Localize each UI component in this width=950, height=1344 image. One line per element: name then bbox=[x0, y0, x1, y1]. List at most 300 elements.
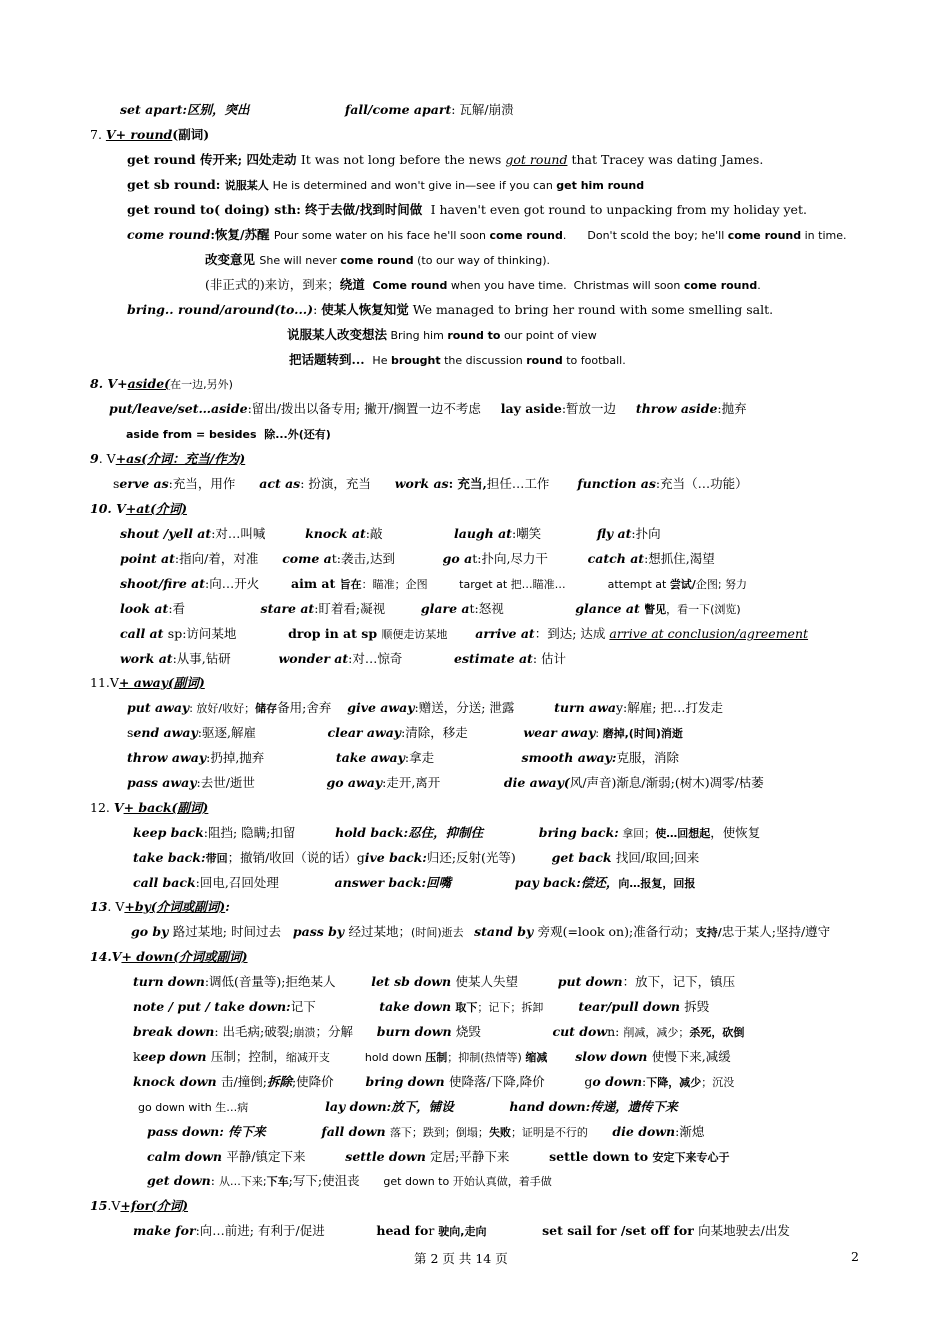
text-segment: He is determined and won't give in—see if you can bbox=[272, 179, 557, 192]
text-segment: : bbox=[313, 302, 322, 317]
text-line bbox=[109, 400, 747, 418]
text-segment: :向…开火 bbox=[205, 576, 291, 591]
text-line bbox=[133, 1073, 734, 1092]
text-segment: 忍住，抑制住 bbox=[408, 825, 484, 840]
text-segment: :看 bbox=[168, 601, 261, 616]
text-segment: 驶向,走向 bbox=[438, 1225, 487, 1238]
text-segment: ;使降价 bbox=[291, 1074, 366, 1089]
text-segment: ；记下；拆卸 bbox=[477, 1001, 579, 1014]
text-line bbox=[120, 101, 514, 119]
text-segment: aside from = besides 除...外(还有) bbox=[126, 428, 331, 441]
text-segment: 记下 bbox=[290, 999, 380, 1014]
text-segment: 偿还， bbox=[580, 875, 619, 890]
text-segment: hand down: bbox=[509, 1099, 591, 1114]
text-segment: 平静/镇定下来 bbox=[226, 1149, 346, 1164]
text-segment: go a bbox=[442, 551, 473, 566]
text-segment: ：放下，记下，镇压 bbox=[622, 974, 736, 989]
text-segment: get him round bbox=[556, 179, 645, 192]
text-segment: hold down bbox=[364, 1051, 426, 1064]
text-line bbox=[127, 176, 644, 195]
text-segment: attempt at bbox=[607, 578, 670, 591]
text-line bbox=[205, 251, 550, 270]
text-segment: : 出毛病;破裂; bbox=[214, 1024, 294, 1039]
text-segment: round bbox=[526, 354, 563, 367]
text-line bbox=[127, 774, 764, 792]
text-segment: o down bbox=[592, 1074, 643, 1089]
text-segment: come round bbox=[683, 279, 758, 292]
text-segment: 失败 bbox=[488, 1126, 511, 1139]
text-segment: pass away bbox=[127, 775, 197, 790]
text-segment: fly at bbox=[596, 526, 632, 541]
text-segment: 削减，减少； bbox=[623, 1026, 690, 1039]
text-segment: 使…回想起 bbox=[655, 827, 711, 840]
text-segment: y:解雇; 把…打发走 bbox=[616, 700, 723, 715]
text-segment: :扑向 bbox=[631, 526, 661, 541]
text-segment: round to bbox=[447, 329, 501, 342]
text-segment: + back(副词) bbox=[123, 800, 209, 815]
text-segment: put/leave/set…aside bbox=[109, 401, 248, 416]
text-segment: ive back: bbox=[364, 850, 427, 865]
text-line bbox=[289, 351, 626, 370]
text-segment: 落下；跌到；倒塌； bbox=[389, 1126, 489, 1139]
text-segment: :嘲笑 bbox=[511, 526, 597, 541]
text-segment: 压制 bbox=[425, 1051, 448, 1064]
text-segment: make for bbox=[133, 1223, 196, 1238]
text-line bbox=[138, 1098, 678, 1117]
text-segment: 瞥见 bbox=[644, 603, 667, 616]
text-segment: (副词) bbox=[172, 127, 210, 142]
text-segment: ，使恢复 bbox=[710, 825, 761, 840]
text-segment: :对…叫喊 bbox=[211, 526, 306, 541]
text-segment: turn awa bbox=[554, 700, 616, 715]
text-line bbox=[133, 1222, 790, 1241]
text-line bbox=[90, 898, 230, 916]
text-segment: : 放好/收好； bbox=[189, 702, 256, 715]
text-segment: 崩溃 bbox=[293, 1026, 316, 1039]
text-segment: get sb round: bbox=[127, 177, 225, 192]
text-segment: get round to( doing) sth: 终于去做/找到时间做 bbox=[127, 202, 427, 217]
text-segment: 磨掉,(时间)消逝 bbox=[602, 727, 683, 740]
text-line bbox=[133, 973, 735, 991]
text-segment: :赠送，分送; 泄露 bbox=[414, 700, 555, 715]
text-segment: : bbox=[210, 1173, 219, 1188]
text-segment: 使某人失望 bbox=[455, 974, 558, 989]
text-segment: k bbox=[133, 1049, 141, 1064]
text-segment: fall/come apart bbox=[344, 102, 452, 117]
text-segment: lay aside bbox=[500, 401, 562, 416]
text-line bbox=[131, 923, 830, 942]
text-segment: 绕道 bbox=[339, 277, 365, 292]
text-line bbox=[127, 749, 679, 767]
text-line bbox=[127, 724, 683, 743]
text-segment: 下车 bbox=[266, 1175, 289, 1188]
text-segment: get down to bbox=[383, 1175, 453, 1188]
text-segment: 取下 bbox=[455, 1001, 478, 1014]
text-segment: set sail for /set off for bbox=[542, 1223, 699, 1238]
text-segment: :抛弃 bbox=[717, 401, 747, 416]
text-segment: 9 bbox=[90, 451, 99, 466]
text-segment: 克服，消除 bbox=[616, 750, 680, 765]
text-line bbox=[133, 1023, 744, 1042]
text-segment bbox=[447, 626, 475, 641]
text-segment: knock down bbox=[133, 1074, 221, 1089]
text-segment: let sb down bbox=[371, 974, 456, 989]
text-segment: 13 bbox=[90, 899, 108, 914]
text-segment: 归还;反射(光等) bbox=[426, 850, 552, 865]
text-segment: : bbox=[225, 899, 230, 914]
text-segment: brought bbox=[390, 354, 441, 367]
text-segment: come round bbox=[489, 229, 563, 242]
text-line bbox=[287, 326, 597, 345]
text-segment: laugh at bbox=[453, 526, 512, 541]
text-segment: 旨在 bbox=[339, 578, 362, 591]
text-segment: head fo bbox=[376, 1223, 429, 1238]
text-segment: :对…惊奇 bbox=[348, 651, 455, 666]
text-segment: :渐熄 bbox=[675, 1124, 705, 1139]
text-line bbox=[126, 425, 331, 444]
text-segment: (非正式的)来访，到来； bbox=[205, 277, 340, 292]
text-segment bbox=[483, 825, 539, 840]
text-segment: He bbox=[368, 354, 391, 367]
text-segment: I haven't even got round to unpacking from my holiday yet. bbox=[426, 202, 807, 217]
text-segment: 顺便走访某地 bbox=[381, 628, 448, 641]
text-segment: come round bbox=[127, 227, 211, 242]
text-segment: 14.V bbox=[90, 949, 122, 964]
page-number: 2 bbox=[851, 1249, 859, 1264]
page-footer-counter: 第 2 页 共 14 页 bbox=[414, 1251, 508, 1266]
text-segment: V bbox=[113, 800, 124, 815]
text-segment: :扔掉,抛弃 bbox=[206, 750, 336, 765]
text-segment: our point of view bbox=[500, 329, 597, 342]
text-segment: 压制；控制， bbox=[210, 1049, 286, 1064]
text-segment: s bbox=[113, 476, 120, 491]
text-segment: :恢复/苏醒 bbox=[210, 227, 274, 242]
text-segment: shout /yell at bbox=[120, 526, 212, 541]
text-segment: 拆除 bbox=[266, 1074, 292, 1089]
text-line bbox=[120, 575, 747, 594]
text-segment: ：瞄准；企图 bbox=[361, 578, 460, 591]
text-segment: :想抓住,渴望 bbox=[644, 551, 715, 566]
text-segment: tear/pull down bbox=[578, 999, 685, 1014]
text-segment: : bbox=[595, 727, 603, 740]
text-segment: bring back: bbox=[538, 825, 619, 840]
text-segment: break down bbox=[133, 1024, 215, 1039]
text-segment: pass by bbox=[292, 924, 349, 939]
text-segment: :回电,召回处理 bbox=[195, 875, 335, 890]
text-segment: arrive at conclusion/agreement bbox=[609, 626, 809, 641]
text-segment: 烧毁 bbox=[455, 1024, 553, 1039]
text-segment: burn down bbox=[376, 1024, 456, 1039]
text-segment: :从事,钻研 bbox=[172, 651, 279, 666]
text-segment: t:扑向,尽力干 bbox=[472, 551, 588, 566]
text-segment: .V bbox=[107, 1198, 121, 1213]
text-segment: 备用;舍弃 bbox=[277, 700, 348, 715]
text-segment: V+ round bbox=[105, 127, 173, 142]
text-segment: 回嘴 bbox=[426, 875, 452, 890]
text-line bbox=[120, 550, 715, 568]
text-segment: 11.V bbox=[90, 675, 119, 690]
text-segment: 传下来 bbox=[228, 1124, 266, 1139]
text-segment: t:怒视 bbox=[469, 601, 576, 616]
text-segment: to football. bbox=[562, 354, 626, 367]
text-segment: 说服某人改变想法 bbox=[287, 327, 388, 342]
text-segment: throw away bbox=[127, 750, 207, 765]
text-segment: + down(介词或副词) bbox=[121, 949, 248, 964]
text-line bbox=[90, 799, 208, 817]
text-segment: We managed to bring her round with some smelling salt. bbox=[408, 302, 774, 317]
text-segment: bring down bbox=[365, 1074, 449, 1089]
text-segment bbox=[451, 875, 515, 890]
text-segment: 把话题转到... bbox=[289, 352, 369, 367]
text-segment: 找回/取回;回来 bbox=[615, 850, 700, 865]
text-segment: settle down bbox=[345, 1149, 431, 1164]
text-segment: go away bbox=[326, 775, 383, 790]
text-segment: settle down to bbox=[549, 1149, 653, 1164]
text-segment: :向…前进; 有利于/促进 bbox=[195, 1223, 377, 1238]
text-segment: set apart:区别，突出 bbox=[120, 102, 250, 117]
text-segment bbox=[266, 1124, 322, 1139]
text-segment: :走开,离开 bbox=[382, 775, 504, 790]
text-segment: 下降，减少 bbox=[646, 1076, 702, 1089]
text-segment: look at bbox=[120, 601, 169, 616]
text-line bbox=[90, 126, 209, 144]
text-segment: die away( bbox=[503, 775, 570, 790]
text-line bbox=[127, 151, 763, 169]
text-segment: take away bbox=[335, 750, 405, 765]
text-segment bbox=[454, 1099, 510, 1114]
text-segment: target at bbox=[459, 578, 511, 591]
text-segment: 7. bbox=[90, 127, 106, 142]
text-segment: 安定下来专心于 bbox=[652, 1151, 730, 1164]
text-segment: s bbox=[127, 725, 134, 740]
text-line bbox=[133, 998, 709, 1017]
text-segment: 拆毁 bbox=[684, 999, 710, 1014]
text-segment: :充当（…功能） bbox=[655, 476, 748, 491]
text-segment: +at(介词) bbox=[125, 501, 187, 516]
text-segment: got round bbox=[505, 152, 568, 167]
text-segment: glare a bbox=[420, 601, 470, 616]
text-segment: estimate at bbox=[454, 651, 533, 666]
text-line bbox=[133, 824, 760, 843]
text-segment: Come round bbox=[364, 279, 448, 292]
text-line bbox=[90, 500, 187, 518]
text-segment: put away bbox=[127, 700, 190, 715]
text-segment: come a bbox=[282, 551, 332, 566]
text-segment: :驱逐,解雇 bbox=[197, 725, 328, 740]
text-segment: act as bbox=[259, 476, 301, 491]
text-segment: :指向/着，对准 bbox=[174, 551, 283, 566]
text-segment: come round bbox=[727, 229, 802, 242]
text-segment: n: bbox=[607, 1024, 624, 1039]
text-line bbox=[133, 1048, 731, 1067]
text-segment: p bbox=[368, 626, 382, 641]
text-segment: (to our way of thinking). bbox=[413, 254, 551, 267]
text-segment: t:袭击,达到 bbox=[331, 551, 443, 566]
text-segment: lay down: bbox=[325, 1099, 392, 1114]
text-segment: : 瓦解/崩溃 bbox=[451, 102, 514, 117]
text-segment: 缩减开支 bbox=[285, 1051, 365, 1064]
text-segment: come round bbox=[340, 254, 414, 267]
text-segment: . V bbox=[107, 899, 125, 914]
text-segment: answer back: bbox=[334, 875, 427, 890]
text-segment: throw aside bbox=[635, 401, 718, 416]
text-segment: catch at bbox=[587, 551, 645, 566]
text-segment: . V bbox=[98, 451, 116, 466]
text-segment: get back bbox=[551, 850, 616, 865]
text-segment: get down bbox=[147, 1173, 211, 1188]
text-segment: work at bbox=[120, 651, 173, 666]
text-segment: aside( bbox=[127, 376, 171, 391]
text-segment: It was not long before the news bbox=[300, 152, 506, 167]
text-segment: 经过某地； bbox=[348, 924, 412, 939]
text-segment: 风/声音)渐息/渐弱;(树木)凋零/枯萎 bbox=[569, 775, 764, 790]
text-segment: 开始认真做，着手做 bbox=[452, 1175, 552, 1188]
text-segment: put down bbox=[557, 974, 623, 989]
text-segment: 旁观(=look on);准备行动； bbox=[537, 924, 696, 939]
text-segment: :充当，用作 bbox=[168, 476, 260, 491]
text-segment: clear away bbox=[327, 725, 402, 740]
text-line bbox=[120, 625, 808, 644]
text-segment: go down with bbox=[138, 1101, 216, 1114]
text-segment: work as bbox=[394, 476, 449, 491]
text-line bbox=[127, 201, 807, 219]
text-segment: note / put / take down: bbox=[133, 999, 291, 1014]
text-segment: 担任…工作 bbox=[486, 476, 578, 491]
text-line bbox=[120, 650, 566, 668]
text-segment bbox=[250, 102, 345, 117]
text-segment: :盯着看;凝视 bbox=[314, 601, 421, 616]
text-segment: 放下，铺设 bbox=[391, 1099, 454, 1114]
text-segment: : 估计 bbox=[532, 651, 567, 666]
text-segment: turn down bbox=[133, 974, 205, 989]
text-segment: 传递，遗传下来 bbox=[590, 1099, 678, 1114]
text-segment: in time. bbox=[801, 229, 847, 242]
text-segment: 15 bbox=[90, 1198, 108, 1213]
text-segment bbox=[486, 1223, 542, 1238]
text-line bbox=[113, 475, 748, 493]
text-segment: fall down bbox=[321, 1124, 390, 1139]
text-segment: go by bbox=[131, 924, 173, 939]
text-segment: pay back: bbox=[514, 875, 581, 890]
text-segment: take down bbox=[379, 999, 456, 1014]
text-segment: eep down bbox=[140, 1049, 211, 1064]
text-segment: ：到达; 达成 bbox=[534, 626, 610, 641]
text-segment: 10. V bbox=[90, 501, 126, 516]
text-segment: cut dow bbox=[552, 1024, 608, 1039]
text-segment: sp:访问某地 bbox=[167, 626, 289, 641]
text-line bbox=[90, 948, 248, 966]
text-segment: Pour some water on his face he'll soon bbox=[273, 229, 490, 242]
text-line bbox=[205, 276, 761, 295]
text-segment: wonder at bbox=[278, 651, 349, 666]
text-segment: 从…下来; bbox=[218, 1175, 267, 1188]
text-segment: :清除，移走 bbox=[401, 725, 524, 740]
text-segment: 生…病 bbox=[215, 1101, 326, 1114]
text-segment: r bbox=[428, 1223, 439, 1238]
text-segment: give away bbox=[347, 700, 415, 715]
text-line bbox=[147, 1172, 552, 1191]
text-segment: 向某地驶去/出发 bbox=[698, 1223, 790, 1238]
text-line bbox=[120, 600, 741, 619]
text-segment: 使慢下来,减缓 bbox=[651, 1049, 731, 1064]
text-segment: end away bbox=[133, 725, 198, 740]
text-segment: hold back: bbox=[335, 825, 409, 840]
text-segment: : bbox=[642, 1074, 647, 1089]
text-segment: pass down: bbox=[147, 1124, 229, 1139]
text-segment: 带回 bbox=[205, 852, 228, 865]
text-segment: 说服某人 bbox=[224, 179, 273, 192]
text-segment: ；证明是不行的 bbox=[510, 1126, 613, 1139]
text-line bbox=[127, 226, 847, 245]
text-segment: erve as bbox=[119, 476, 169, 491]
text-segment: 12. bbox=[90, 800, 114, 815]
text-segment: wear away bbox=[523, 725, 596, 740]
text-segment: : 扮演，充当 bbox=[300, 476, 395, 491]
text-segment: arrive at bbox=[475, 626, 535, 641]
text-line bbox=[90, 1197, 188, 1215]
text-segment: die down bbox=[612, 1124, 676, 1139]
text-segment: 向…报复，回报 bbox=[618, 877, 696, 890]
text-segment: that Tracey was dating James. bbox=[567, 152, 764, 167]
text-line bbox=[120, 525, 661, 543]
text-segment: call at bbox=[120, 626, 168, 641]
text-line bbox=[127, 301, 773, 319]
text-segment: 把…瞄准… bbox=[510, 578, 608, 591]
text-segment: . Don't scold the boy; he'll bbox=[562, 229, 728, 242]
text-segment: calm down bbox=[147, 1149, 227, 1164]
text-segment: ；分解 bbox=[315, 1024, 377, 1039]
text-line bbox=[90, 674, 205, 692]
text-segment: 改变意见 bbox=[205, 252, 260, 267]
text-segment: 在一边,另外) bbox=[170, 378, 233, 391]
text-segment: +as(介词：充当/作为) bbox=[115, 451, 246, 466]
text-segment: :暂放一边 bbox=[561, 401, 636, 416]
text-segment: stand by bbox=[474, 924, 538, 939]
text-segment: (时间)逝去 bbox=[411, 926, 475, 939]
text-segment: ；沉没 bbox=[701, 1076, 735, 1089]
text-segment: + away(副词) bbox=[118, 675, 205, 690]
text-segment: 储存 bbox=[255, 702, 278, 715]
text-segment: point at bbox=[120, 551, 175, 566]
text-segment: keep back bbox=[133, 825, 204, 840]
text-segment: aim at bbox=[291, 576, 340, 591]
text-segment: the discussion bbox=[440, 354, 527, 367]
text-line bbox=[90, 450, 245, 468]
text-segment: She will never bbox=[259, 254, 341, 267]
text-segment: 杀死，砍倒 bbox=[689, 1026, 745, 1039]
text-segment: :拿走 bbox=[404, 750, 522, 765]
text-segment: call back bbox=[133, 875, 196, 890]
text-segment: 拿回； bbox=[618, 827, 656, 840]
text-segment: 击/撞倒; bbox=[221, 1074, 267, 1089]
text-segment: 使某人恢复知觉 bbox=[321, 302, 409, 317]
text-segment: stare at bbox=[260, 601, 315, 616]
text-segment: when you have time. Christmas will soon bbox=[447, 279, 684, 292]
text-segment: slow down bbox=[575, 1049, 652, 1064]
text-segment bbox=[547, 1049, 575, 1064]
text-segment: glance at bbox=[575, 601, 645, 616]
text-segment: ；撤销/收回（说的话）g bbox=[227, 850, 365, 865]
text-segment: +for(介词) bbox=[120, 1198, 189, 1213]
text-segment: get round 传开来; 四处走动 bbox=[127, 152, 301, 167]
text-segment: take back: bbox=[133, 850, 206, 865]
text-segment: Bring him bbox=[387, 329, 448, 342]
text-segment: 路过某地; 时间过去 bbox=[172, 924, 293, 939]
text-segment: :去世/逝世 bbox=[196, 775, 327, 790]
text-segment: ，看一下(浏览) bbox=[666, 603, 741, 616]
text-segment: 尝试/ bbox=[669, 578, 696, 591]
text-segment: 支持/ bbox=[695, 926, 722, 939]
